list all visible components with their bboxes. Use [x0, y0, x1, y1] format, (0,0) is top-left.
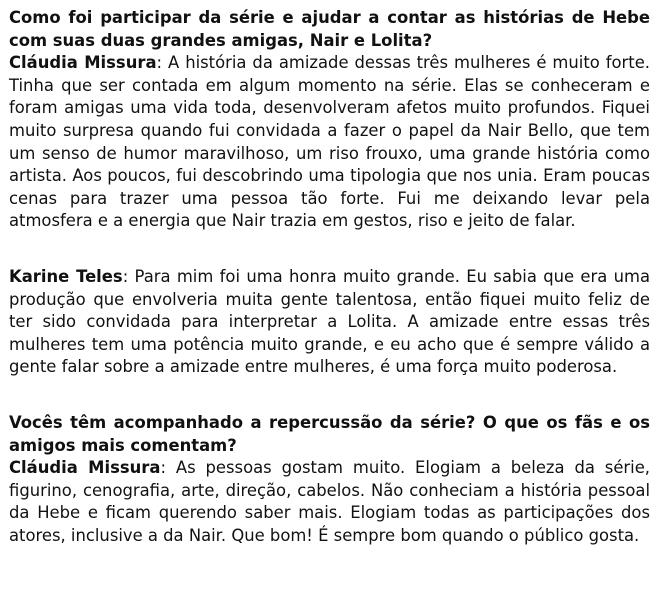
interview-answer-paragraph	[9, 266, 650, 379]
speaker-separator: :	[156, 53, 169, 73]
interview-question-1-and-answer	[9, 7, 650, 233]
speaker-separator: :	[160, 458, 176, 478]
interview-question: Como foi participar da série e ajudar a contar as histórias de Hebe com suas duas grandes amigas, Nair e Lolita?	[9, 8, 650, 50]
interview-question: Vocês têm acompanhado a repercussão da série? O que os fãs e os amigos mais comentam?	[9, 412, 650, 455]
speaker-separator: :	[122, 266, 135, 286]
speaker-name: Cláudia Missura	[9, 458, 161, 478]
answer-text: Para mim foi uma honra muito grande. Eu sabia que era uma produção que envolveria muita gente talentosa, então fiquei muito feliz de ter sido convidada para interpretar a Lolita. A amizade entre essas três mulheres tem uma potência muito grande, e eu acho que é sempre válido a gente falar sobre a amizade entre mulheres, é uma força muito poderosa.	[9, 266, 650, 377]
speaker-name: Cláudia Missura	[9, 53, 157, 73]
speaker-name: Karine Teles	[9, 266, 123, 286]
answer-text: A história da amizade dessas três mulheres é muito forte. Tinha que ser contada em algum momento na série. Elas se conheceram e foram amigas uma vida toda, desenvolveram afetos muito profundos. Fiquei muito surpresa quando fui convidada a fazer o papel da Nair Bello, que tem um senso de humor maravilhoso, um riso frouxo, uma grande história como artista. Aos poucos, fui descobrindo uma tipologia que nos unia. Eram poucas cenas para trazer uma pessoa tão forte. Fui me deixando levar pela atmosfera e a energia que Nair trazia em gestos, riso e jeito de falar.	[9, 53, 651, 231]
interview-question-2-and-answer	[9, 412, 650, 548]
paragraph-gap	[9, 379, 650, 412]
answer-text: As pessoas gostam muito. Elogiam a beleza da série, figurino, cenografia, arte, direção, cabelos. Não conheciam a história pessoal da Hebe e ficam querendo saber mais. Elogiam todas as participações dos atores, inclusive a da Nair. Que bom! É sempre bom quando o público gosta.	[9, 458, 650, 545]
paragraph-gap	[9, 233, 650, 266]
